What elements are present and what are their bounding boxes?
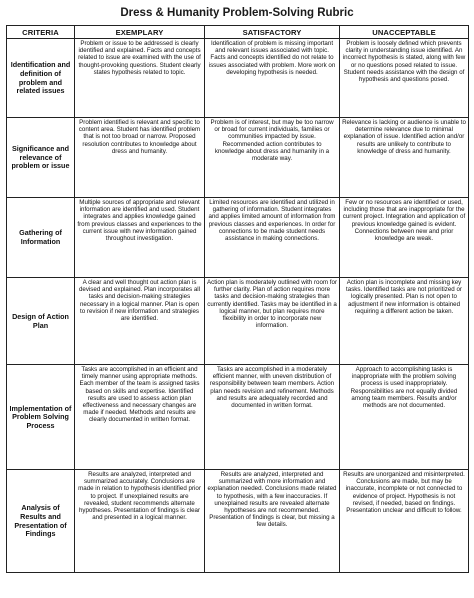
unacceptable-cell: Few or no resources are identified or used, including those that are inappropriate for the current project. Integration and application of previous knowledge gained is evident. Connections between new and prior knowledge are weak.	[340, 198, 469, 278]
table-row	[7, 39, 469, 118]
criteria-cell: Significance and relevance of problem or issue	[7, 118, 75, 198]
table-row	[7, 118, 469, 198]
satisfactory-cell: Identification of problem is missing important and relevant issues associated with topic. Facts and concepts identified do not relate to issues associated with problem. More work on developing hypothesis is needed.	[205, 39, 340, 118]
rubric-table	[6, 25, 469, 573]
exemplary-cell: Problem identified is relevant and specific to content area. Student has identified problem that is not too broad or narrow. Proposed resolution contributes to knowledge about dress and humanity.	[75, 118, 205, 198]
unacceptable-cell: Relevance is lacking or audience is unable to determine relevance due to minimal explanation of issue. Identified action and/or results are unlikely to contribute to knowledge of dress and humanity.	[340, 118, 469, 198]
exemplary-cell: A clear and well thought out action plan is devised and explained. Plan incorporates all tasks and decision-making strategies necessary in a logical manner. Plan is open to revision if new information and strategies are identified.	[75, 278, 205, 365]
header-satisfactory: SATISFACTORY	[205, 26, 340, 39]
unacceptable-cell: Results are unorganized and misinterpreted. Conclusions are made, but may be inaccurate, incomplete or not connected to evidence of project. Hypothesis is not revised, if needed, based on findings. Presentation unclear and difficult to follow.	[340, 470, 469, 573]
table-row	[7, 198, 469, 278]
exemplary-cell: Multiple sources of appropriate and relevant information are identified and used. Student integrates and applies knowledge gained from previous classes and experiences to the current issue with new information gained throughout investigation.	[75, 198, 205, 278]
unacceptable-cell: Action plan is incomplete and missing key tasks. Identified tasks are not prioritized or logically presented. Plan is not open to adjustment if new information is obtained requiring a different action be taken.	[340, 278, 469, 365]
table-row	[7, 365, 469, 470]
criteria-cell: Identification and definition of problem and related issues	[7, 39, 75, 118]
table-row	[7, 470, 469, 573]
criteria-cell: Analysis of Results and Presentation of Findings	[7, 470, 75, 573]
exemplary-cell: Results are analyzed, interpreted and summarized accurately. Conclusions are made in relation to hypothesis identified prior to project. If unexplained results are revealed, student recommends alternate hypotheses. Presentation of findings is clear and presented in a logical manner.	[75, 470, 205, 573]
criteria-cell: Gathering of Information	[7, 198, 75, 278]
satisfactory-cell: Results are analyzed, interpreted and summarized with more information and explanation needed. Conclusions made related to hypothesis, with a few inaccuracies. If unexplained results are revealed alternate hypotheses are not recommended. Presentation of findings is clear, but missing a few details.	[205, 470, 340, 573]
satisfactory-cell: Action plan is moderately outlined with room for further clarity. Plan of action requires more tasks and decision-making strategies than currently identified. Tasks may be identified in a logical manner, but plan requires more flexibility in order to incorporate new information.	[205, 278, 340, 365]
header-criteria: CRITERIA	[7, 26, 75, 39]
satisfactory-cell: Tasks are accomplished in a moderately efficient manner, with uneven distribution of responsibility between team members. Action plan needs revision and refinement. Methods and results are adequately recorded and documented in written format.	[205, 365, 340, 470]
table-row	[7, 278, 469, 365]
header-exemplary: EXEMPLARY	[75, 26, 205, 39]
header-unacceptable: UNACCEPTABLE	[340, 26, 469, 39]
header-row	[7, 26, 469, 39]
exemplary-cell: Problem or issue to be addressed is clearly identified and explained. Facts and concepts related to issue are examined with the use of thought-provoking questions. Student clearly states hypothesis related to topic.	[75, 39, 205, 118]
unacceptable-cell: Problem is loosely defined which prevents clarity in understanding issue identified. An incorrect hypothesis is stated, along with few or no questions posed related to issue. Student needs assistance with the design of hypothesis and questions posed.	[340, 39, 469, 118]
criteria-cell: Design of Action Plan	[7, 278, 75, 365]
criteria-cell: Implementation of Problem Solving Process	[7, 365, 75, 470]
exemplary-cell: Tasks are accomplished in an efficient and timely manner using appropriate methods. Each member of the team is assigned tasks based on skills and expertise. Identified results are used to assess action plan effectiveness and necessary changes are made if needed. Methods and results are clearly documented in written format.	[75, 365, 205, 470]
satisfactory-cell: Problem is of interest, but may be too narrow or broad for current individuals, families or communities impacted by issue. Recommended action contributes to knowledge about dress and humanity in a moderate way.	[205, 118, 340, 198]
page-title: Dress & Humanity Problem-Solving Rubric	[120, 7, 354, 19]
satisfactory-cell: Limited resources are identified and utilized in gathering of information. Student integrates and applies limited amount of information from previous classes and experiences. In order for connections to be made student needs assistance in making connections.	[205, 198, 340, 278]
unacceptable-cell: Approach to accomplishing tasks is inappropriate with the problem solving process is used inappropriately. Responsibilities are not equally divided among team members. Results and/or methods are not documented.	[340, 365, 469, 470]
